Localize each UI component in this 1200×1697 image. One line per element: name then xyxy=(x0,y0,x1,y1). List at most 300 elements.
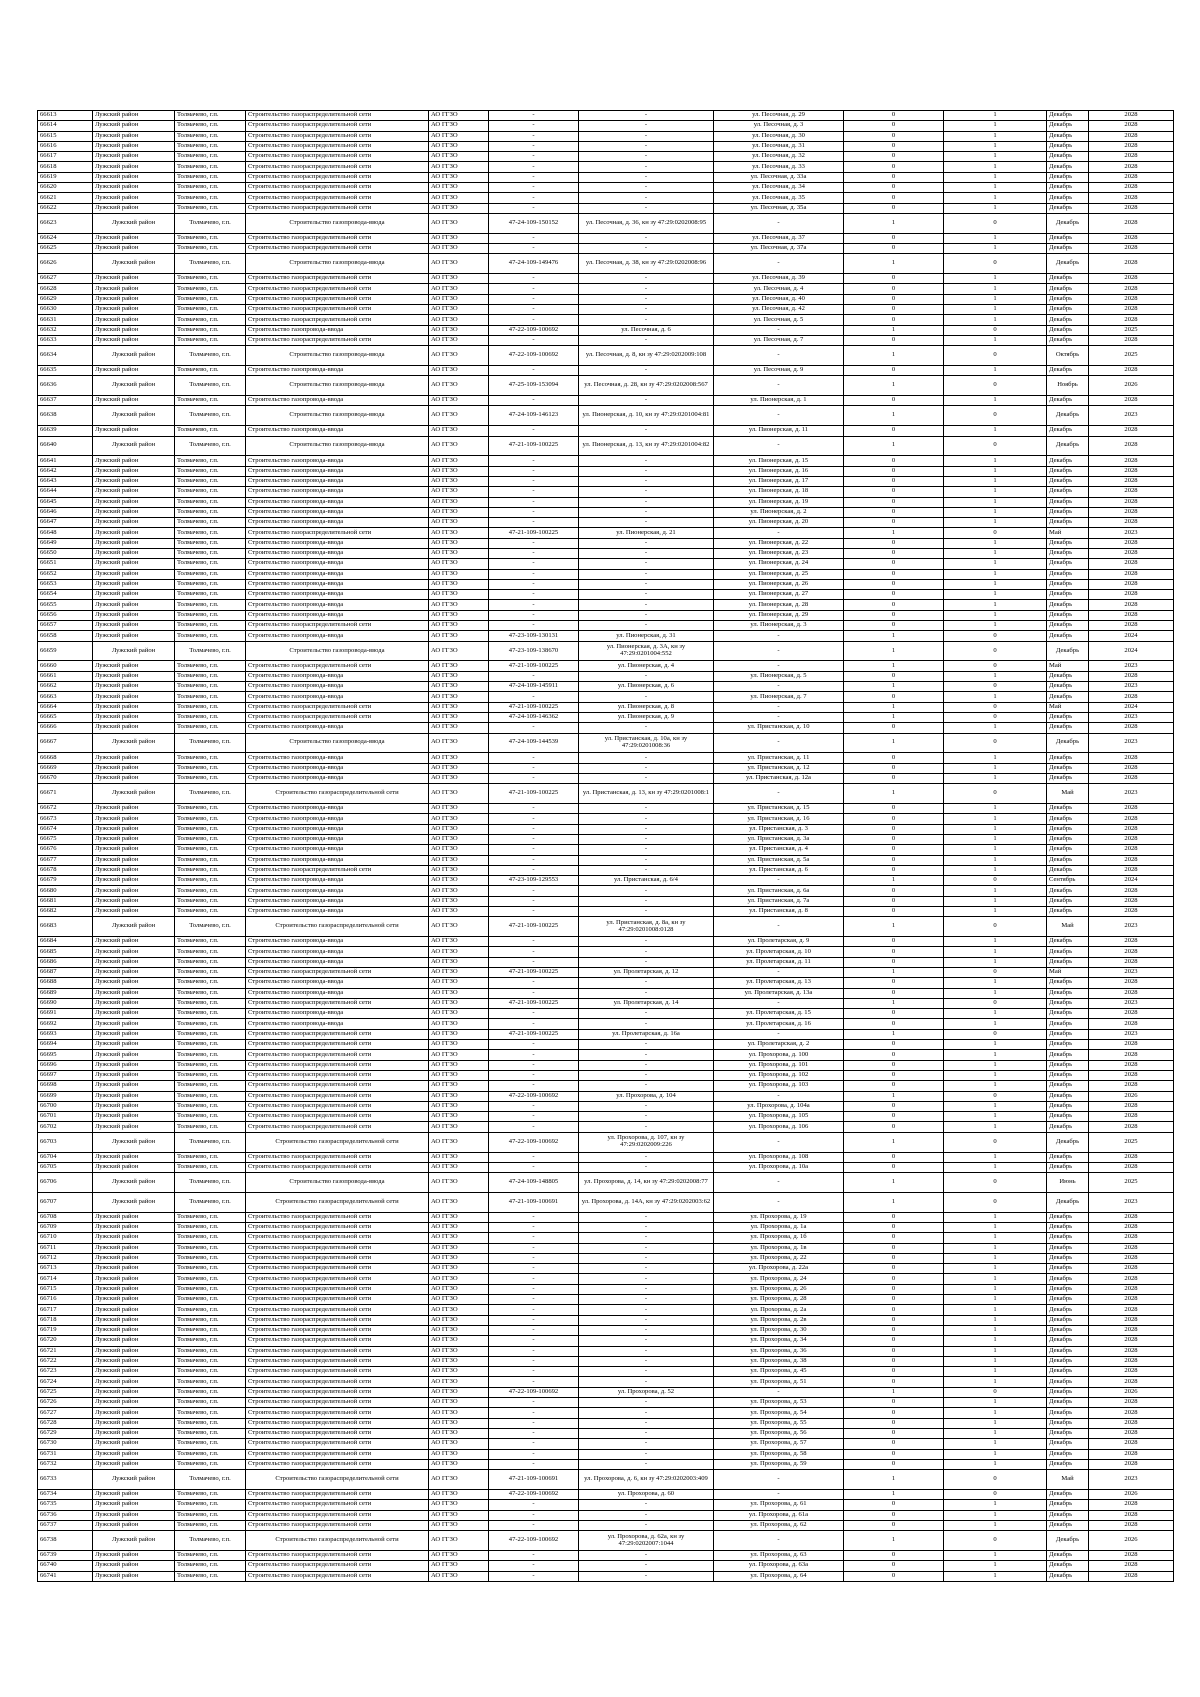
month-cell: Декабрь xyxy=(1047,1459,1089,1469)
connection-address-cell: - xyxy=(579,1040,714,1050)
settlement-cell: Толмачево, г.п. xyxy=(175,896,246,906)
count-a-cell: 0 xyxy=(844,507,944,517)
settlement-cell: Толмачево, г.п. xyxy=(175,183,246,193)
connection-address-cell: - xyxy=(579,203,714,213)
connection-address-cell: ул. Пионерская, д. 6 xyxy=(579,682,714,692)
network-address-cell: ул. Прохорова, д. 63а xyxy=(714,1561,844,1571)
row-number: 66703 xyxy=(38,1132,93,1152)
row-number: 66661 xyxy=(38,671,93,681)
contract-number-cell: - xyxy=(489,814,579,824)
table-row xyxy=(38,346,1174,366)
connection-address-cell: - xyxy=(579,1561,714,1571)
work-type-cell: Строительство газораспределительной сети xyxy=(246,141,429,151)
connection-address-cell: - xyxy=(579,315,714,325)
month-cell: Декабрь xyxy=(1047,436,1089,456)
contract-number-cell: - xyxy=(489,957,579,967)
table-row xyxy=(38,824,1174,834)
connection-address-cell: - xyxy=(579,538,714,548)
connection-address-cell: - xyxy=(579,773,714,783)
network-address-cell: ул. Прохорова, д. 64 xyxy=(714,1571,844,1581)
organization-cell: АО ГГЗО xyxy=(429,763,489,773)
settlement-cell: Толмачево, г.п. xyxy=(175,1253,246,1263)
network-address-cell: ул. Прохорова, д. 55 xyxy=(714,1418,844,1428)
table-row xyxy=(38,733,1174,753)
count-b-cell: 1 xyxy=(944,1233,1047,1243)
district-cell: Лужский район xyxy=(93,1346,175,1356)
count-b-cell: 0 xyxy=(944,876,1047,886)
row-number: 66678 xyxy=(38,865,93,875)
organization-cell: АО ГГЗО xyxy=(429,937,489,947)
settlement-cell: Толмачево, г.п. xyxy=(175,845,246,855)
month-cell: Декабрь xyxy=(1047,957,1089,967)
district-cell: Лужский район xyxy=(93,1040,175,1050)
row-number: 66670 xyxy=(38,773,93,783)
settlement-cell: Толмачево, г.п. xyxy=(175,631,246,641)
row-number: 66628 xyxy=(38,284,93,294)
work-type-cell: Строительство газораспределительной сети xyxy=(246,1377,429,1387)
district-cell: Лужский район xyxy=(93,804,175,814)
contract-number-cell: - xyxy=(489,152,579,162)
work-type-cell: Строительство газораспределительной сети xyxy=(246,1387,429,1397)
work-type-cell: Строительство газопровода-ввода xyxy=(246,814,429,824)
table-row xyxy=(38,1356,1174,1366)
row-number: 66643 xyxy=(38,476,93,486)
contract-number-cell: - xyxy=(489,548,579,558)
network-address-cell: ул. Пролетарская, д. 10 xyxy=(714,947,844,957)
organization-cell: АО ГГЗО xyxy=(429,1162,489,1172)
district-cell: Лужский район xyxy=(93,1132,175,1152)
work-type-cell: Строительство газопровода-ввода xyxy=(246,518,429,528)
organization-cell: АО ГГЗО xyxy=(429,917,489,937)
contract-number-cell: - xyxy=(489,121,579,131)
table-row xyxy=(38,661,1174,671)
month-cell: Декабрь xyxy=(1047,1531,1089,1551)
work-type-cell: Строительство газораспределительной сети xyxy=(246,111,429,121)
organization-cell: АО ГГЗО xyxy=(429,1459,489,1469)
district-cell: Лужский район xyxy=(93,957,175,967)
work-type-cell: Строительство газопровода-ввода xyxy=(246,763,429,773)
contract-number-cell: 47-25-109-153094 xyxy=(489,376,579,396)
work-type-cell: Строительство газораспределительной сети xyxy=(246,1531,429,1551)
settlement-cell: Толмачево, г.п. xyxy=(175,1470,246,1490)
network-address-cell: - xyxy=(714,1387,844,1397)
work-type-cell: Строительство газораспределительной сети xyxy=(246,244,429,254)
row-number: 66737 xyxy=(38,1520,93,1530)
count-a-cell: 0 xyxy=(844,621,944,631)
month-cell: Декабрь xyxy=(1047,1387,1089,1397)
district-cell: Лужский район xyxy=(93,1336,175,1346)
connection-address-cell: ул. Прохорова, д. 6, кн зу 47:29:0202003:409 xyxy=(579,1470,714,1490)
count-a-cell: 0 xyxy=(844,466,944,476)
row-number: 66684 xyxy=(38,937,93,947)
row-number: 66634 xyxy=(38,346,93,366)
district-cell: Лужский район xyxy=(93,621,175,631)
network-address-cell: ул. Пролетарская, д. 13 xyxy=(714,978,844,988)
district-cell: Лужский район xyxy=(93,346,175,366)
settlement-cell: Толмачево, г.п. xyxy=(175,1122,246,1132)
count-a-cell: 1 xyxy=(844,784,944,804)
year-cell: 2023 xyxy=(1089,712,1174,722)
count-a-cell: 0 xyxy=(844,845,944,855)
work-type-cell: Строительство газораспределительной сети xyxy=(246,162,429,172)
settlement-cell: Толмачево, г.п. xyxy=(175,947,246,957)
district-cell: Лужский район xyxy=(93,244,175,254)
month-cell: Декабрь xyxy=(1047,1233,1089,1243)
count-b-cell: 1 xyxy=(944,957,1047,967)
table-row xyxy=(38,1050,1174,1060)
district-cell: Лужский район xyxy=(93,631,175,641)
network-address-cell: ул. Прохорова, д. 45 xyxy=(714,1367,844,1377)
month-cell: Декабрь xyxy=(1047,1550,1089,1560)
row-number: 66652 xyxy=(38,569,93,579)
count-b-cell: 1 xyxy=(944,396,1047,406)
month-cell: Декабрь xyxy=(1047,937,1089,947)
contract-number-cell: - xyxy=(489,141,579,151)
district-cell: Лужский район xyxy=(93,671,175,681)
count-b-cell: 0 xyxy=(944,702,1047,712)
organization-cell: АО ГГЗО xyxy=(429,1325,489,1335)
district-cell: Лужский район xyxy=(93,1274,175,1284)
month-cell: Декабрь xyxy=(1047,978,1089,988)
count-a-cell: 0 xyxy=(844,1264,944,1274)
count-b-cell: 1 xyxy=(944,896,1047,906)
count-a-cell: 0 xyxy=(844,1040,944,1050)
connection-address-cell: - xyxy=(579,1070,714,1080)
network-address-cell: - xyxy=(714,1489,844,1499)
count-b-cell: 1 xyxy=(944,1439,1047,1449)
connection-address-cell: - xyxy=(579,814,714,824)
year-cell: 2023 xyxy=(1089,967,1174,977)
network-address-cell: ул. Пристанская, д. 3а xyxy=(714,834,844,844)
district-cell: Лужский район xyxy=(93,1019,175,1029)
connection-address-cell: - xyxy=(579,396,714,406)
district-cell: Лужский район xyxy=(93,528,175,538)
count-b-cell: 1 xyxy=(944,1070,1047,1080)
organization-cell: АО ГГЗО xyxy=(429,753,489,763)
contract-number-cell: - xyxy=(489,559,579,569)
work-type-cell: Строительство газопровода-ввода xyxy=(246,476,429,486)
year-cell: 2028 xyxy=(1089,814,1174,824)
count-b-cell: 1 xyxy=(944,305,1047,315)
work-type-cell: Строительство газораспределительной сети xyxy=(246,528,429,538)
year-cell: 2028 xyxy=(1089,1284,1174,1294)
count-b-cell: 1 xyxy=(944,1050,1047,1060)
count-a-cell: 0 xyxy=(844,518,944,528)
network-address-cell: ул. Песочная, д. 32 xyxy=(714,152,844,162)
network-address-cell: ул. Пионерская, д. 19 xyxy=(714,497,844,507)
organization-cell: АО ГГЗО xyxy=(429,111,489,121)
month-cell: Декабрь xyxy=(1047,183,1089,193)
month-cell: Май xyxy=(1047,967,1089,977)
organization-cell: АО ГГЗО xyxy=(429,294,489,304)
count-b-cell: 1 xyxy=(944,507,1047,517)
work-type-cell: Строительство газопровода-ввода xyxy=(246,855,429,865)
settlement-cell: Толмачево, г.п. xyxy=(175,569,246,579)
network-address-cell: - xyxy=(714,784,844,804)
connection-address-cell: - xyxy=(579,1152,714,1162)
year-cell: 2028 xyxy=(1089,1428,1174,1438)
month-cell: Декабрь xyxy=(1047,325,1089,335)
work-type-cell: Строительство газораспределительной сети xyxy=(246,1223,429,1233)
network-address-cell: ул. Прохорова, д. 1в xyxy=(714,1243,844,1253)
network-address-cell: - xyxy=(714,712,844,722)
settlement-cell: Толмачево, г.п. xyxy=(175,1561,246,1571)
connection-address-cell: - xyxy=(579,600,714,610)
district-cell: Лужский район xyxy=(93,274,175,284)
row-number: 66685 xyxy=(38,947,93,957)
network-address-cell: - xyxy=(714,376,844,396)
contract-number-cell: - xyxy=(489,111,579,121)
year-cell: 2028 xyxy=(1089,559,1174,569)
organization-cell: АО ГГЗО xyxy=(429,559,489,569)
contract-number-cell: - xyxy=(489,1336,579,1346)
settlement-cell: Толмачево, г.п. xyxy=(175,773,246,783)
organization-cell: АО ГГЗО xyxy=(429,1040,489,1050)
count-a-cell: 0 xyxy=(844,753,944,763)
year-cell: 2025 xyxy=(1089,325,1174,335)
year-cell: 2028 xyxy=(1089,456,1174,466)
settlement-cell: Толмачево, г.п. xyxy=(175,456,246,466)
month-cell: Декабрь xyxy=(1047,335,1089,345)
contract-number-cell: - xyxy=(489,466,579,476)
contract-number-cell: - xyxy=(489,569,579,579)
work-type-cell: Строительство газопровода-ввода xyxy=(246,548,429,558)
table-row xyxy=(38,1305,1174,1315)
contract-number-cell: - xyxy=(489,896,579,906)
network-address-cell: ул. Прохорова, д. 103 xyxy=(714,1081,844,1091)
count-a-cell: 0 xyxy=(844,121,944,131)
district-cell: Лужский район xyxy=(93,1212,175,1222)
row-number: 66739 xyxy=(38,1550,93,1560)
connection-address-cell: - xyxy=(579,1284,714,1294)
row-number: 66626 xyxy=(38,254,93,274)
contract-number-cell: - xyxy=(489,1253,579,1263)
contract-number-cell: 47-21-109-100225 xyxy=(489,917,579,937)
table-row xyxy=(38,1070,1174,1080)
count-b-cell: 1 xyxy=(944,183,1047,193)
month-cell: Июнь xyxy=(1047,1173,1089,1193)
month-cell: Декабрь xyxy=(1047,845,1089,855)
month-cell: Декабрь xyxy=(1047,1192,1089,1212)
network-address-cell: ул. Пролетарская, д. 2 xyxy=(714,1040,844,1050)
count-b-cell: 1 xyxy=(944,773,1047,783)
network-address-cell: ул. Прохорова, д. 61 xyxy=(714,1500,844,1510)
year-cell: 2028 xyxy=(1089,1325,1174,1335)
count-a-cell: 1 xyxy=(844,436,944,456)
count-a-cell: 0 xyxy=(844,1428,944,1438)
count-a-cell: 0 xyxy=(844,396,944,406)
district-cell: Лужский район xyxy=(93,335,175,345)
district-cell: Лужский район xyxy=(93,967,175,977)
month-cell: Декабрь xyxy=(1047,1212,1089,1222)
contract-number-cell: 47-22-109-100692 xyxy=(489,1387,579,1397)
year-cell: 2028 xyxy=(1089,497,1174,507)
month-cell: Декабрь xyxy=(1047,1223,1089,1233)
work-type-cell: Строительство газораспределительной сети xyxy=(246,1192,429,1212)
contract-number-cell: - xyxy=(489,1162,579,1172)
network-address-cell: ул. Пролетарская, д. 16 xyxy=(714,1019,844,1029)
work-type-cell: Строительство газораспределительной сети xyxy=(246,305,429,315)
connection-address-cell: ул. Пристанская, д. 6/4 xyxy=(579,876,714,886)
count-a-cell: 0 xyxy=(844,937,944,947)
network-address-cell: ул. Песочная, д. 35а xyxy=(714,203,844,213)
month-cell: Декабрь xyxy=(1047,1336,1089,1346)
row-number: 66656 xyxy=(38,610,93,620)
settlement-cell: Толмачево, г.п. xyxy=(175,1500,246,1510)
work-type-cell: Строительство газораспределительной сети xyxy=(246,193,429,203)
year-cell: 2026 xyxy=(1089,376,1174,396)
count-a-cell: 0 xyxy=(844,1439,944,1449)
contract-number-cell: - xyxy=(489,865,579,875)
row-number: 66669 xyxy=(38,763,93,773)
connection-address-cell: - xyxy=(579,193,714,203)
count-a-cell: 1 xyxy=(844,661,944,671)
work-type-cell: Строительство газопровода-ввода xyxy=(246,1009,429,1019)
network-address-cell: ул. Прохорова, д. 106 xyxy=(714,1122,844,1132)
row-number: 66662 xyxy=(38,682,93,692)
contract-number-cell: - xyxy=(489,753,579,763)
settlement-cell: Толмачево, г.п. xyxy=(175,1531,246,1551)
connection-address-cell: - xyxy=(579,610,714,620)
organization-cell: АО ГГЗО xyxy=(429,784,489,804)
month-cell: Декабрь xyxy=(1047,1377,1089,1387)
organization-cell: АО ГГЗО xyxy=(429,998,489,1008)
count-a-cell: 1 xyxy=(844,254,944,274)
settlement-cell: Толмачево, г.п. xyxy=(175,998,246,1008)
district-cell: Лужский район xyxy=(93,1070,175,1080)
settlement-cell: Толмачево, г.п. xyxy=(175,1459,246,1469)
work-type-cell: Строительство газораспределительной сети xyxy=(246,1212,429,1222)
organization-cell: АО ГГЗО xyxy=(429,1367,489,1377)
year-cell: 2028 xyxy=(1089,569,1174,579)
year-cell: 2028 xyxy=(1089,692,1174,702)
settlement-cell: Толмачево, г.п. xyxy=(175,335,246,345)
count-a-cell: 0 xyxy=(844,183,944,193)
table-row xyxy=(38,538,1174,548)
count-b-cell: 1 xyxy=(944,834,1047,844)
contract-number-cell: 47-22-109-100692 xyxy=(489,325,579,335)
row-number: 66712 xyxy=(38,1253,93,1263)
contract-number-cell: 47-24-109-148805 xyxy=(489,1173,579,1193)
table-row xyxy=(38,814,1174,824)
count-a-cell: 0 xyxy=(844,957,944,967)
connection-address-cell: - xyxy=(579,466,714,476)
settlement-cell: Толмачево, г.п. xyxy=(175,111,246,121)
count-a-cell: 0 xyxy=(844,1212,944,1222)
organization-cell: АО ГГЗО xyxy=(429,1050,489,1060)
month-cell: Декабрь xyxy=(1047,682,1089,692)
connection-address-cell: - xyxy=(579,497,714,507)
count-b-cell: 1 xyxy=(944,1305,1047,1315)
table-row xyxy=(38,426,1174,436)
year-cell: 2028 xyxy=(1089,906,1174,916)
year-cell: 2028 xyxy=(1089,590,1174,600)
settlement-cell: Толмачево, г.п. xyxy=(175,426,246,436)
contract-number-cell: - xyxy=(489,1060,579,1070)
network-address-cell: - xyxy=(714,631,844,641)
table-row xyxy=(38,1408,1174,1418)
settlement-cell: Толмачево, г.п. xyxy=(175,559,246,569)
settlement-cell: Толмачево, г.п. xyxy=(175,855,246,865)
connection-address-cell: - xyxy=(579,621,714,631)
settlement-cell: Толмачево, г.п. xyxy=(175,203,246,213)
contract-number-cell: 47-24-109-149476 xyxy=(489,254,579,274)
organization-cell: АО ГГЗО xyxy=(429,1489,489,1499)
row-number: 66658 xyxy=(38,631,93,641)
district-cell: Лужский район xyxy=(93,294,175,304)
organization-cell: АО ГГЗО xyxy=(429,456,489,466)
row-number: 66654 xyxy=(38,590,93,600)
connection-address-cell: ул. Пионерская, д. 10, кн зу 47:29:0201004:81 xyxy=(579,406,714,426)
connection-address-cell: ул. Пионерская, д. 31 xyxy=(579,631,714,641)
count-b-cell: 1 xyxy=(944,804,1047,814)
row-number: 66668 xyxy=(38,753,93,763)
organization-cell: АО ГГЗО xyxy=(429,1212,489,1222)
contract-number-cell: - xyxy=(489,1439,579,1449)
network-address-cell: ул. Прохорова, д. 104а xyxy=(714,1101,844,1111)
connection-address-cell: - xyxy=(579,1112,714,1122)
network-address-cell: ул. Прохорова, д. 1а xyxy=(714,1223,844,1233)
district-cell: Лужский район xyxy=(93,131,175,141)
work-type-cell: Строительство газораспределительной сети xyxy=(246,1367,429,1377)
count-b-cell: 0 xyxy=(944,1029,1047,1039)
settlement-cell: Толмачево, г.п. xyxy=(175,579,246,589)
district-cell: Лужский район xyxy=(93,559,175,569)
month-cell: Декабрь xyxy=(1047,1091,1089,1101)
contract-number-cell: - xyxy=(489,538,579,548)
organization-cell: АО ГГЗО xyxy=(429,1070,489,1080)
district-cell: Лужский район xyxy=(93,315,175,325)
work-type-cell: Строительство газопровода-ввода xyxy=(246,436,429,456)
settlement-cell: Толмачево, г.п. xyxy=(175,233,246,243)
connection-address-cell: - xyxy=(579,1520,714,1530)
organization-cell: АО ГГЗО xyxy=(429,1243,489,1253)
year-cell: 2028 xyxy=(1089,1449,1174,1459)
year-cell: 2028 xyxy=(1089,152,1174,162)
organization-cell: АО ГГЗО xyxy=(429,682,489,692)
count-b-cell: 1 xyxy=(944,1398,1047,1408)
connection-address-cell: - xyxy=(579,1550,714,1560)
settlement-cell: Толмачево, г.п. xyxy=(175,131,246,141)
month-cell: Декабрь xyxy=(1047,579,1089,589)
organization-cell: АО ГГЗО xyxy=(429,1449,489,1459)
district-cell: Лужский район xyxy=(93,1510,175,1520)
contract-number-cell: - xyxy=(489,456,579,466)
organization-cell: АО ГГЗО xyxy=(429,528,489,538)
contract-number-cell: - xyxy=(489,834,579,844)
month-cell: Декабрь xyxy=(1047,712,1089,722)
count-b-cell: 1 xyxy=(944,1520,1047,1530)
network-address-cell: ул. Пионерская, д. 26 xyxy=(714,579,844,589)
network-address-cell: - xyxy=(714,1192,844,1212)
network-address-cell: ул. Прохорова, д. 56 xyxy=(714,1428,844,1438)
work-type-cell: Строительство газораспределительной сети xyxy=(246,1408,429,1418)
count-b-cell: 1 xyxy=(944,579,1047,589)
count-b-cell: 1 xyxy=(944,538,1047,548)
year-cell: 2028 xyxy=(1089,274,1174,284)
row-number: 66704 xyxy=(38,1152,93,1162)
settlement-cell: Толмачево, г.п. xyxy=(175,1223,246,1233)
organization-cell: АО ГГЗО xyxy=(429,254,489,274)
work-type-cell: Строительство газораспределительной сети xyxy=(246,1305,429,1315)
settlement-cell: Толмачево, г.п. xyxy=(175,723,246,733)
table-row xyxy=(38,111,1174,121)
settlement-cell: Толмачево, г.п. xyxy=(175,1060,246,1070)
contract-number-cell: - xyxy=(489,1050,579,1060)
work-type-cell: Строительство газораспределительной сети xyxy=(246,1428,429,1438)
month-cell: Декабрь xyxy=(1047,254,1089,274)
settlement-cell: Толмачево, г.п. xyxy=(175,1009,246,1019)
